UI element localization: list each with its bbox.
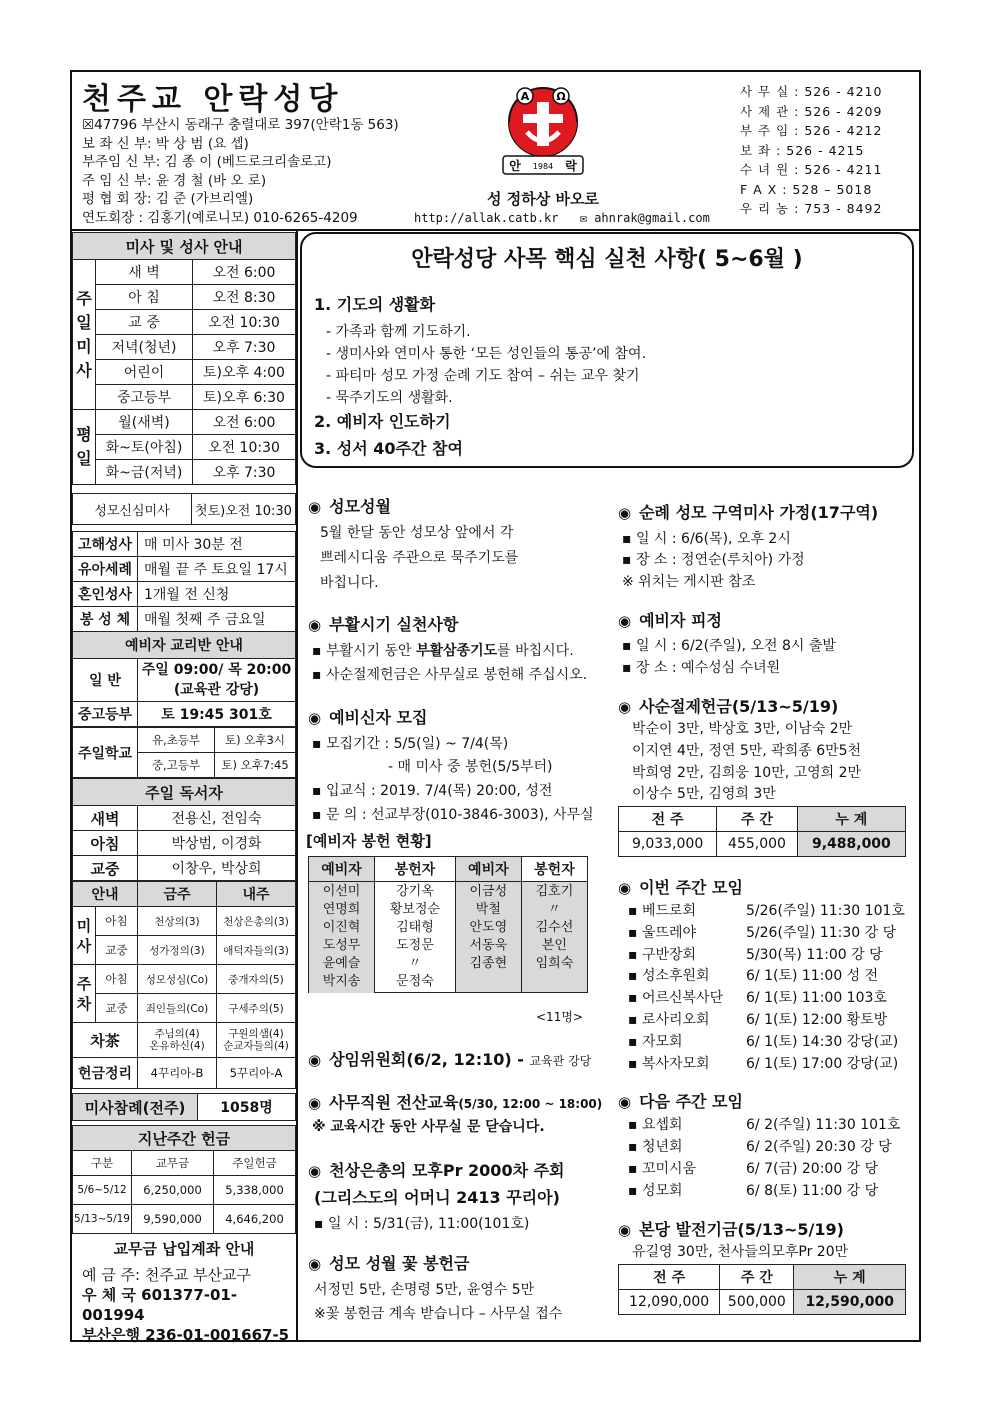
logo-letter: 안: [509, 159, 521, 173]
meeting-row: ▪ 울뜨레야 5/26(주일) 11:30 강 당: [628, 925, 897, 941]
catechumen-value: 토 19:45 301호: [138, 702, 296, 727]
offering-dues: 6,250,000: [132, 1176, 214, 1205]
logo-year: 1984: [532, 162, 554, 171]
easter-title: ◉ 부활시기 실천사항: [308, 615, 459, 634]
offering-period: 5/13~5/19: [73, 1205, 132, 1234]
fund-title: ◉ 본당 발전기금(5/13~5/19): [618, 1220, 844, 1239]
practice-sub: - 파티마 성모 가정 순례 기도 참여 – 쉬는 교우 찾기: [326, 368, 640, 384]
website-link[interactable]: http://allak.catb.kr: [414, 211, 559, 225]
may-line: 바칩니다.: [320, 575, 379, 591]
duty-next: 중개자의(5): [217, 965, 296, 994]
contact-line: 사 제 관 : 526 - 4209: [740, 103, 883, 119]
duty-group-label: 미 사: [73, 907, 96, 965]
fund-header: 전 주: [619, 1265, 720, 1290]
lent-line: 박순이 3만, 박상호 3만, 이남숙 2만: [632, 721, 853, 737]
logo-letter: Ω: [556, 90, 566, 103]
fund-value: 12,090,000: [619, 1290, 720, 1315]
duty-next: 구세주의(5): [217, 994, 296, 1023]
duty-this: 성가정의(3): [138, 936, 217, 965]
next-week-title: ◉ 다음 주간 모임: [618, 1092, 743, 1111]
school-time: 토) 오후7:45: [215, 753, 296, 778]
sacrament-value: 매월 첫째 주 금요일: [138, 607, 296, 632]
duty-mass: 아침: [96, 965, 138, 994]
mother-mass-name: 성모신심미사: [73, 494, 192, 525]
address-line: ☒47796 부산시 동래구 충렬대로 397(안락1동 563): [82, 117, 399, 133]
practice-sub: - 가족과 함께 기도하기.: [326, 324, 471, 340]
retreat-title: ◉ 예비자 피정: [618, 611, 722, 630]
duty-header: 금주: [138, 882, 217, 907]
mass-name: 월(새벽): [96, 410, 193, 435]
logo-letter: 락: [565, 159, 577, 173]
bullet-icon: ◉: [308, 498, 322, 516]
sacrament-name: 유아세례: [73, 557, 138, 582]
meeting-row: ▪ 꼬미시움 6/ 7(금) 20:00 강 당: [628, 1161, 879, 1177]
address-line: 평 협 회 장: 김 준 (가브리엘): [82, 191, 254, 207]
reader-mass: 아침: [73, 831, 138, 856]
may-title: ◉ 성모성월: [308, 497, 391, 516]
recruit-line: - 매 미사 중 봉헌(5/5부터): [388, 759, 553, 775]
mass-name: 새 벽: [96, 260, 193, 285]
lent-total: 9,488,000: [797, 832, 905, 857]
fund-header: 주 간: [720, 1265, 794, 1290]
sacrament-name: 고해성사: [73, 532, 138, 557]
offering-sort-next: 5꾸리아-A: [217, 1058, 296, 1089]
status-header: 예비자: [455, 857, 521, 882]
lent-line: 이지연 4만, 정연 5만, 곽희종 6만5천: [632, 743, 862, 759]
tea-label: 차茶: [73, 1023, 138, 1058]
meeting-row: ▪ 구반장회 5/30(목) 11:00 강 당: [628, 947, 883, 963]
meeting-row: ▪ 요셉회 6/ 2(주일) 11:30 101호: [628, 1117, 901, 1133]
reader-names: 박상범, 이경화: [138, 831, 296, 856]
mass-time: 오후 7:30: [193, 460, 296, 485]
contacts-block: [740, 82, 882, 219]
bullet-icon: ◉: [618, 1221, 632, 1239]
flowers-title: ◉ 성모 성월 꽃 봉헌금: [308, 1254, 470, 1273]
lent-value: 9,033,000: [619, 832, 717, 857]
duty-this: 죄인들의(Co): [138, 994, 217, 1023]
mass-name: 저녁(청년): [96, 335, 193, 360]
meeting-row: ▪ 성모회 6/ 8(토) 11:00 강 당: [628, 1183, 879, 1199]
offering-status-count: <11명>: [536, 1010, 583, 1024]
mass-time: 오후 7:30: [193, 335, 296, 360]
bullet-icon: ◉: [308, 616, 322, 634]
catechumen-name: 일 반: [73, 659, 138, 702]
catechumen-name: 중고등부: [73, 702, 138, 727]
may-line: 5월 한달 동안 성모상 앞에서 각: [320, 525, 514, 541]
school-time: 토) 오후3시: [215, 728, 296, 753]
bullet-icon: ◉: [618, 1093, 632, 1111]
catechumen-value: 주일 09:00/ 목 20:00 (교육관 강당): [138, 659, 296, 702]
duty-group-label: 주 차: [73, 965, 96, 1023]
reader-mass: 새벽: [73, 806, 138, 831]
address-block: [82, 116, 399, 227]
sacraments-table: [72, 531, 296, 727]
contact-line: 보 좌 : 526 - 4215: [740, 142, 865, 158]
meeting-row: ▪ 청년회 6/ 2(주일) 20:30 강 당: [628, 1139, 892, 1155]
readers-table: [72, 778, 296, 881]
mass-time: 오전 8:30: [193, 285, 296, 310]
lent-value: 455,000: [717, 832, 798, 857]
header-divider: [70, 229, 921, 231]
school-grade: 중,고등부: [138, 753, 215, 778]
status-col: 김호기 〃 김수선 본인 임희숙: [521, 882, 587, 993]
meeting-row: ▪ 베드로회 5/26(주일) 11:30 101호: [628, 903, 905, 919]
attendance-value: 1058명: [198, 1094, 296, 1121]
fund-table: [618, 1264, 906, 1315]
status-col: 이금성 박철 안도영 서동욱 김종현: [455, 882, 521, 993]
offering-sunday: 5,338,000: [214, 1176, 296, 1205]
sacrament-name: 혼인성사: [73, 582, 138, 607]
address-line: 주 임 신 부: 윤 경 철 (바 오 로): [82, 172, 267, 189]
mass-name: 교 중: [96, 310, 193, 335]
parish-logo: [497, 80, 589, 180]
offering-header: 교무금: [132, 1151, 214, 1176]
web-line: [414, 211, 710, 225]
retreat-line: ▪ 일 시 : 6/2(주일), 오전 8시 출발: [622, 638, 836, 654]
duty-mass: 아침: [96, 907, 138, 936]
address-line: 보 좌 신 부: 박 상 범 (요 셉): [82, 135, 249, 152]
weekday-label: 평 일: [73, 410, 96, 485]
duty-table: [72, 881, 296, 1089]
school-grade: 유,초등부: [138, 728, 215, 753]
easter-line: ▪ 사순절제헌금은 사무실로 봉헌해 주십시오.: [312, 667, 588, 683]
pilgrim-line: ▪ 일 시 : 6/6(목), 오후 2시: [622, 531, 791, 547]
mass-time: 오전 6:00: [193, 260, 296, 285]
may-line: 쁘레시디움 주관으로 묵주기도를: [320, 550, 519, 566]
meeting-row: ▪ 어르신복사단 6/ 1(토) 11:00 103호: [628, 990, 887, 1006]
lent-table: [618, 806, 906, 857]
mass-time: 오전 6:00: [193, 410, 296, 435]
bullet-icon: ◉: [308, 1255, 322, 1273]
offering-period: 5/6~5/12: [73, 1176, 132, 1205]
offering-table: [72, 1125, 296, 1234]
committee-title: ◉ 상임위원회(6/2, 12:10) - 교육관 강당: [308, 1050, 592, 1069]
mass-name: 중고등부: [96, 385, 193, 410]
mass-name: 아 침: [96, 285, 193, 310]
sidebar-divider: [296, 230, 298, 1341]
fund-value: 500,000: [720, 1290, 794, 1315]
status-header: 봉헌자: [521, 857, 587, 882]
practice-item: 1. 기도의 생활화: [314, 295, 436, 314]
meeting-row: ▪ 로사리오회 6/ 1(토) 12:00 황토방: [628, 1012, 888, 1028]
duty-header: 안내: [73, 882, 138, 907]
lent-line: 박희영 2만, 김희웅 10만, 고영희 2만: [632, 765, 862, 781]
bullet-icon: ◉: [308, 1051, 322, 1069]
offering-header: 구분: [73, 1151, 132, 1176]
offering-sort-label: 헌금정리: [73, 1058, 138, 1089]
recruit-title: ◉ 예비신자 모집: [308, 708, 428, 727]
practice-item: 2. 예비자 인도하기: [314, 412, 451, 431]
grace-line: ▪ 일 시 : 5/31(금), 11:00(101호): [314, 1216, 530, 1232]
practice-sub: - 묵주기도의 생활화.: [326, 390, 453, 406]
offering-header: 주일헌금: [214, 1151, 296, 1176]
offering-title: 지난주간 헌금: [73, 1126, 296, 1151]
grace-subtitle: (그리스도의 어머니 2413 꾸리아): [314, 1188, 560, 1207]
flowers-line: ※꽃 봉헌금 계속 받습니다 – 사무실 접수: [314, 1306, 563, 1322]
account-line: 부산은행 236-01-001667-5: [82, 1326, 290, 1344]
offering-status-table: [308, 856, 588, 993]
contact-line: 사 무 실 : 526 - 4210: [740, 84, 883, 99]
offering-dues: 9,590,000: [132, 1205, 214, 1234]
practice-item: 3. 성서 40주간 참여: [314, 439, 463, 458]
recruit-line: ▪ 입교식 : 2019. 7/4(목) 20:00, 성전: [312, 783, 553, 799]
recruit-line: ▪ 모집기간 : 5/5(일) ~ 7/4(목): [312, 736, 509, 752]
training-title: ◉ 사무직원 전산교육(5/30, 12:00 ~ 18:00): [308, 1093, 603, 1112]
bullet-icon: ◉: [308, 1094, 322, 1112]
sacrament-value: 매월 끝 주 토요일 17시: [138, 557, 296, 582]
meeting-row: ▪ 자모회 6/ 1(토) 14:30 강당(교): [628, 1034, 899, 1050]
tea-next: 구원의샘(4) 순교자들의(4): [217, 1023, 296, 1058]
mass-name: 화~토(아침): [96, 435, 193, 460]
offering-status-title: [예비자 봉헌 현황]: [306, 832, 432, 850]
status-col: 강기옥 황보정순 김태형 도정문 〃 문정숙: [375, 882, 456, 993]
attendance-table: [72, 1093, 296, 1121]
readers-title: 주일 독서자: [73, 779, 296, 806]
reader-names: 전용신, 전임숙: [138, 806, 296, 831]
duty-this: 성모성심(Co): [138, 965, 217, 994]
bullet-icon: ◉: [308, 709, 322, 727]
pilgrim-title: ◉ 순례 성모 구역미사 가정(17구역): [618, 503, 879, 522]
duty-mass: 교중: [96, 994, 138, 1023]
offering-sort-this: 4꾸리아-B: [138, 1058, 217, 1089]
meeting-row: ▪ 성소후원회 6/ 1(토) 11:00 성 전: [628, 968, 879, 984]
account-line: 우 체 국 601377-01-001994: [82, 1286, 238, 1324]
bullet-icon: ◉: [618, 698, 632, 716]
account-block: [72, 1265, 296, 1345]
training-line: ※ 교육시간 동안 사무실 문 닫습니다.: [312, 1119, 545, 1135]
contact-line: F A X : 528 – 5018: [740, 181, 873, 197]
bullet-icon: ◉: [618, 879, 632, 897]
logo-letter: A: [520, 90, 530, 103]
contact-line: 우 리 농 : 753 - 8492: [740, 201, 883, 216]
mail-icon: ✉: [579, 211, 587, 225]
recruit-line: ▪ 문 의 : 선교부장(010-3846-3003), 사무실: [312, 807, 594, 823]
address-line: 부주임 신 부: 김 종 이 (베드로크리솔로고): [82, 154, 332, 170]
sunday-school-label: 주일학교: [73, 728, 138, 778]
grace-title: ◉ 천상은총의 모후Pr 2000차 주회: [308, 1161, 565, 1180]
flowers-line: 서정민 5만, 손명령 5만, 윤영수 5만: [314, 1282, 535, 1298]
sacrament-name: 봉 성 체: [73, 607, 138, 632]
contact-line: 수 녀 원 : 526 - 4211: [740, 162, 883, 177]
retreat-line: ▪ 장 소 : 예수성심 수녀원: [622, 660, 781, 676]
status-header: 봉헌자: [375, 857, 456, 882]
bullet-icon: ◉: [618, 504, 632, 522]
this-week-title: ◉ 이번 주간 모임: [618, 878, 743, 897]
practice-sub: - 생미사와 연미사 통한 ‘모든 성인들의 통공’에 참여.: [326, 346, 647, 362]
sunday-school-table: [72, 727, 296, 778]
contact-line: 부 주 임 : 526 - 4212: [740, 123, 883, 138]
mother-mass-table: [72, 493, 296, 525]
duty-next: 애덕자들의(3): [217, 936, 296, 965]
lent-header: 전 주: [619, 807, 717, 832]
lent-header: 누 계: [797, 807, 905, 832]
fund-line: 유길영 30만, 천사들의모후Pr 20만: [632, 1244, 849, 1260]
sacrament-value: 매 미사 30분 전: [138, 532, 296, 557]
lent-line: 이상수 5만, 김영희 3만: [632, 786, 776, 802]
duty-header: 내주: [217, 882, 296, 907]
meeting-row: ▪ 복사자모회 6/ 1(토) 17:00 강당(교): [628, 1056, 899, 1072]
mass-name: 화~금(저녁): [96, 460, 193, 485]
mass-time: 토)오후 6:30: [193, 385, 296, 410]
logo-caption: 성 정하상 바오로: [487, 190, 599, 208]
mass-title: 미사 및 성사 안내: [73, 233, 296, 260]
status-col: 이선미 연명희 이진혁 도성무 윤예슬 박지송: [309, 882, 375, 993]
reader-mass: 교중: [73, 856, 138, 881]
attendance-label: 미사참례(전주): [73, 1094, 198, 1121]
sidebar: [72, 232, 296, 1345]
duty-mass: 교중: [96, 936, 138, 965]
sunday-label: 주 일 미 사: [73, 260, 96, 410]
mass-name: 어린이: [96, 360, 193, 385]
pilgrim-line: ▪ 장 소 : 정연순(루치아) 가정: [622, 552, 805, 568]
parish-title: 천주교 안락성당: [82, 82, 344, 117]
mass-time: 오전 10:30: [193, 435, 296, 460]
address-line: 연도회장 : 김홍기(예로니모) 010-6265-4209: [82, 209, 358, 226]
fund-header: 누 계: [794, 1265, 906, 1290]
duty-this: 천상의(3): [138, 907, 217, 936]
email-link[interactable]: ahnrak@gmail.com: [594, 211, 710, 225]
mass-schedule-table: [72, 232, 296, 485]
tea-this: 주님의(4) 온유하신(4): [138, 1023, 217, 1058]
sacrament-value: 1개월 전 신청: [138, 582, 296, 607]
core-practices-box: [300, 232, 914, 468]
offering-sunday: 4,646,200: [214, 1205, 296, 1234]
pilgrim-line: ※ 위치는 게시판 참조: [622, 574, 756, 590]
mass-time: 오전 10:30: [193, 310, 296, 335]
easter-line: ▪ 부활시기 동안 부활삼종기도를 바칩시다.: [312, 643, 574, 659]
catechumen-title: 예비자 교리반 안내: [73, 632, 296, 659]
mass-time: 토)오후 4:00: [193, 360, 296, 385]
fund-total: 12,590,000: [794, 1290, 906, 1315]
bullet-icon: ◉: [308, 1162, 322, 1180]
account-line: 예 금 주: 천주교 부산교구: [82, 1266, 252, 1284]
reader-names: 이창우, 박상희: [138, 856, 296, 881]
lent-title: ◉ 사순절제헌금(5/13~5/19): [618, 697, 839, 716]
mother-mass-time: 첫토)오전 10:30: [192, 494, 296, 525]
account-title: 교무금 납입계좌 안내: [113, 1240, 255, 1258]
status-header: 예비자: [309, 857, 375, 882]
lent-header: 주 간: [717, 807, 798, 832]
core-practices-title: 안락성당 사목 핵심 실천 사항( 5~6월 ): [411, 247, 803, 272]
bullet-icon: ◉: [618, 612, 632, 630]
duty-next: 천상은총의(3): [217, 907, 296, 936]
